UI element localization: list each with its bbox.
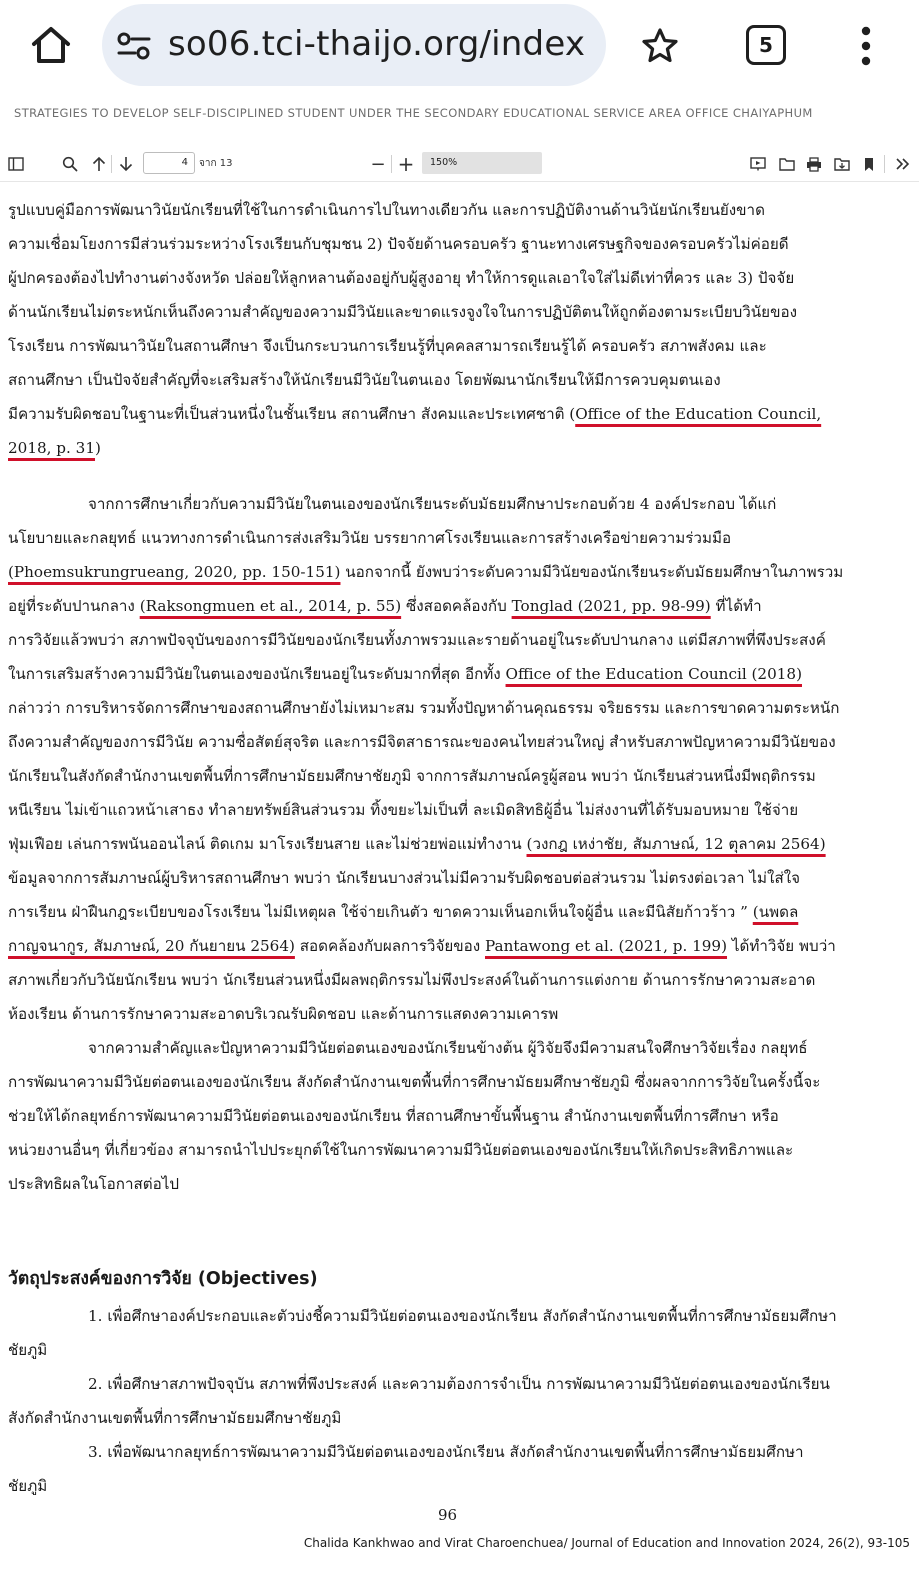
citation-link[interactable]: กาญจนากูร, สัมภาษณ์, 20 กันยายน 2564) xyxy=(8,937,295,955)
text-run: ฟุ่มเฟือย เล่นการพนันออนไลน์ ติดเกม มาโรงเรียนสาย และไม่ช่วยพ่อแม่ทำงาน xyxy=(8,835,527,853)
text-line xyxy=(8,592,762,620)
list-item: 1. เพื่อศึกษาองค์ประกอบและตัวบ่งชี้ความมีวินัยต่อตนเองของนักเรียน สังกัดสำนักงานเขตพื้นที่การศึกษามัธยมศึกษา xyxy=(88,1307,837,1325)
text-line: กล่าวว่า การบริหารจัดการศึกษาของสถานศึกษายังไม่เหมาะสม รวมทั้งปัญหาด้านคุณธรรม จริยธรรม และการขาดความตระหนัก xyxy=(8,699,840,717)
text-run: ซึ่งสอดคล้องกับ xyxy=(401,597,512,615)
text-run: ได้ทำวิจัย พบว่า xyxy=(727,937,836,955)
search-icon[interactable] xyxy=(62,154,78,174)
text-line: นโยบายและกลยุทธ์ แนวทางการดำเนินการส่งเสริมวินัย บรรยากาศโรงเรียนและการสร้างเครือข่ายความร่วมมือ xyxy=(8,529,732,547)
text-run: ในการเสริมสร้างความมีวินัยในตนเองของนักเรียนอยู่ในระดับมากที่สุด อีกทั้ง xyxy=(8,665,506,683)
site-settings-icon[interactable] xyxy=(116,30,152,62)
text-line: การพัฒนาความมีวินัยต่อตนเองของนักเรียน สังกัดสำนักงานเขตพื้นที่การศึกษามัธยมศึกษาชัยภูมิ ซึ่งผลจากการวิจัยในครั้งนี้จะ xyxy=(8,1073,821,1091)
page-count-label: จาก 13 xyxy=(199,158,233,169)
running-header: STRATEGIES TO DEVELOP SELF-DISCIPLINED STUDENT UNDER THE SECONDARY EDUCATIONAL SERVICE AREA OFFICE CHAIYAPHUM xyxy=(14,106,813,120)
home-icon[interactable] xyxy=(28,22,74,68)
text-run: ) xyxy=(95,439,101,457)
text-run: ที่ได้ทำ xyxy=(710,597,762,615)
print-icon[interactable] xyxy=(806,154,822,174)
citation-link[interactable]: (วงกฎ เหง่าชัย, สัมภาษณ์, 12 ตุลาคม 2564) xyxy=(526,835,826,853)
list-item: 2. เพื่อศึกษาสภาพปัจจุบัน สภาพที่พึงประสงค์ และความต้องการจำเป็น การพัฒนาความมีวินัยต่อตนเองของนักเรียน xyxy=(88,1375,830,1393)
text-line xyxy=(8,434,101,462)
text-line: รูปแบบคู่มือการพัฒนาวินัยนักเรียนที่ใช้ในการดำเนินการไปในทางเดียวกัน และการปฏิบัติงานด้านวินัยนักเรียนยังขาด xyxy=(8,201,765,219)
text-line: การวิจัยแล้วพบว่า สภาพปัจจุบันของการมีวินัยของนักเรียนทั้งภาพรวมและรายด้านอยู่ในระดับปานกลาง แต่มีสภาพที่พึงประสงค์ xyxy=(8,631,826,649)
text-line: ถึงความสำคัญของการมีวินัย ความซื่อสัตย์สุจริต และการมีจิตสาธารณะของคนไทยส่วนใหญ่ สำหรับสภาพปัญหาความมีวินัยของ xyxy=(8,733,836,751)
presentation-icon[interactable] xyxy=(750,154,766,174)
citation-link[interactable]: Office of the Education Council (2018) xyxy=(505,665,802,683)
text-line: ประสิทธิผลในโอกาสต่อไป xyxy=(8,1175,180,1193)
text-run: อยู่ที่ระดับปานกลาง xyxy=(8,597,140,615)
text-line: ห้องเรียน ด้านการรักษาความสะอาดบริเวณรับผิดชอบ และด้านการแสดงความเคารพ xyxy=(8,1005,559,1023)
text-line: จากความสำคัญและปัญหาความมีวินัยต่อตนเองของนักเรียนข้างต้น ผู้วิจัยจึงมีความสนใจศึกษาวิจัยเรื่อง กลยุทธ์ xyxy=(88,1039,808,1057)
text-line: หน่วยงานอื่นๆ ที่เกี่ยวข้อง สามารถนำไปประยุกต์ใช้ในการพัฒนาความมีวินัยต่อตนเองของนักเรียนให้เกิดประสิทธิภาพและ xyxy=(8,1141,794,1159)
tab-switcher-button[interactable]: 5 xyxy=(746,25,786,65)
list-item: ชัยภูมิ xyxy=(8,1477,48,1495)
save-icon[interactable] xyxy=(834,154,850,174)
text-line: ความเชื่อมโยงการมีส่วนร่วมระหว่างโรงเรียนกับชุมชน 2) ปัจจัยด้านครอบครัว ฐานะทางเศรษฐกิจของครอบครัวไม่ค่อยดี xyxy=(8,235,789,253)
bookmark-icon[interactable] xyxy=(863,154,875,174)
text-run: นอกจากนี้ ยังพบว่าระดับความมีวินัยของนักเรียนระดับมัธยมศึกษาในภาพรวม xyxy=(340,563,844,581)
url-text[interactable]: so06.tci-thaijo.org/index xyxy=(168,24,586,64)
pdf-toolbar xyxy=(0,146,919,182)
zoom-in-button[interactable]: + xyxy=(397,152,415,176)
text-run: มีความรับผิดชอบในฐานะที่เป็นส่วนหนึ่งในชั้นเรียน สถานศึกษา สังคมและประเทศชาติ ( xyxy=(8,405,576,423)
footer-citation: Chalida Kankhwao and Virat Charoenchuea/ Journal of Education and Innovation 2024, 26(2), 93-105 xyxy=(303,1536,910,1550)
bookmark-star-icon[interactable] xyxy=(640,26,680,66)
text-run: การเรียน ฝ่าฝืนกฎระเบียบของโรงเรียน ไม่มีเหตุผล ใช้จ่ายเกินตัว ขาดความเห็นอกเห็นใจผู้อื่น และมีนิสัยก้าวร้าว ” xyxy=(8,903,753,921)
more-tools-chevron-icon[interactable] xyxy=(894,154,912,174)
text-line xyxy=(8,400,821,428)
text-line: สภาพเกี่ยวกับวินัยนักเรียน พบว่า นักเรียนส่วนหนึ่งมีผลพฤติกรรมไม่พึงประสงค์ในด้านการแต่งกาย ด้านการรักษาความสะอาด xyxy=(8,971,816,989)
text-line xyxy=(8,830,826,858)
list-item: 3. เพื่อพัฒนากลยุทธ์การพัฒนาความมีวินัยต่อตนเองของนักเรียน สังกัดสำนักงานเขตพื้นที่การศึกษามัธยมศึกษา xyxy=(88,1443,804,1461)
toolbar-divider xyxy=(884,155,885,173)
list-item: ชัยภูมิ xyxy=(8,1341,48,1359)
open-file-icon[interactable] xyxy=(779,154,795,174)
toolbar-divider xyxy=(391,155,392,173)
text-line xyxy=(8,932,836,960)
text-line xyxy=(8,558,843,586)
text-line: นักเรียนในสังกัดสำนักงานเขตพื้นที่การศึกษามัธยมศึกษาชัยภูมิ จากการสัมภาษณ์ครูผู้สอน พบว่า นักเรียนส่วนหนึ่งมีพฤติกรรม xyxy=(8,767,816,785)
pdf-page xyxy=(0,184,919,1572)
text-line: ช่วยให้ได้กลยุทธ์การพัฒนาความมีวินัยต่อตนเองของนักเรียน ที่สถานศึกษาขั้นพื้นฐาน สำนักงานเขตพื้นที่การศึกษา หรือ xyxy=(8,1107,779,1125)
text-line: โรงเรียน การพัฒนาวินัยในสถานศึกษา จึงเป็นกระบวนการเรียนรู้ที่บุคคลสามารถเรียนรู้ได้ ครอบครัว สภาพสังคม และ xyxy=(8,337,767,355)
list-item: สังกัดสำนักงานเขตพื้นที่การศึกษามัธยมศึกษาชัยภูมิ xyxy=(8,1409,342,1427)
previous-page-icon[interactable] xyxy=(91,154,107,174)
page-number-input[interactable]: 4 xyxy=(143,152,195,174)
text-line: จากการศึกษาเกี่ยวกับความมีวินัยในตนเองของนักเรียนระดับมัธยมศึกษาประกอบด้วย 4 องค์ประกอบ ได้แก่ xyxy=(88,495,777,513)
citation-link[interactable]: (Phoemsukrungrueang, 2020, pp. 150-151) xyxy=(8,563,341,581)
sidebar-toggle-icon[interactable] xyxy=(8,154,24,174)
citation-link[interactable]: Pantawong et al. (2021, p. 199) xyxy=(485,937,728,955)
text-line xyxy=(8,660,802,688)
citation-link[interactable]: Tonglad (2021, pp. 98-99) xyxy=(511,597,711,615)
zoom-select[interactable]: 150% xyxy=(422,152,542,174)
objectives-heading: วัตถุประสงค์ของการวิจัย (Objectives) xyxy=(8,1269,318,1289)
zoom-out-button[interactable]: − xyxy=(370,153,386,175)
text-line: สถานศึกษา เป็นปัจจัยสำคัญที่จะเสริมสร้างให้นักเรียนมีวินัยในตนเอง โดยพัฒนานักเรียนให้มีการควบคุมตนเอง xyxy=(8,371,721,389)
text-line: ผู้ปกครองต้องไปทำงานต่างจังหวัด ปล่อยให้ลูกหลานต้องอยู่กับผู้สูงอายุ ทำให้การดูแลเอาใจใส่ไม่ดีเท่าที่ควร และ 3) ปัจจัย xyxy=(8,269,795,287)
page-number: 96 xyxy=(438,1506,458,1524)
text-line xyxy=(8,898,798,926)
browser-toolbar xyxy=(0,0,919,100)
next-page-icon[interactable] xyxy=(118,154,134,174)
address-bar[interactable] xyxy=(102,4,606,86)
citation-link[interactable]: 2018, p. 31 xyxy=(8,439,96,457)
text-line: หนีเรียน ไม่เข้าแถวหน้าเสาธง ทำลายทรัพย์สินส่วนรวม ทิ้งขยะไม่เป็นที่ ละเมิดสิทธิผู้อื่น ไม่ส่งงานที่ได้รับมอบหมาย ใช้จ่าย xyxy=(8,801,799,819)
toolbar-divider xyxy=(111,155,112,173)
text-run: สอดคล้องกับผลการวิจัยของ xyxy=(294,937,485,955)
more-menu-icon[interactable] xyxy=(856,24,876,68)
citation-link[interactable]: Office of the Education Council, xyxy=(575,405,822,423)
text-line: ด้านนักเรียนไม่ตระหนักเห็นถึงความสำคัญของความมีวินัยและขาดแรงจูงใจในการปฏิบัติตนให้ถูกต้องตามระเบียบวินัยของ xyxy=(8,303,798,321)
text-line: ข้อมูลจากการสัมภาษณ์ผู้บริหารสถานศึกษา พบว่า นักเรียนบางส่วนไม่มีความรับผิดชอบต่อส่วนรวม ไม่ตรงต่อเวลา ไม่ใส่ใจ xyxy=(8,869,801,887)
citation-link[interactable]: (นพดล xyxy=(752,903,799,921)
citation-link[interactable]: (Raksongmuen et al., 2014, p. 55) xyxy=(139,597,402,615)
